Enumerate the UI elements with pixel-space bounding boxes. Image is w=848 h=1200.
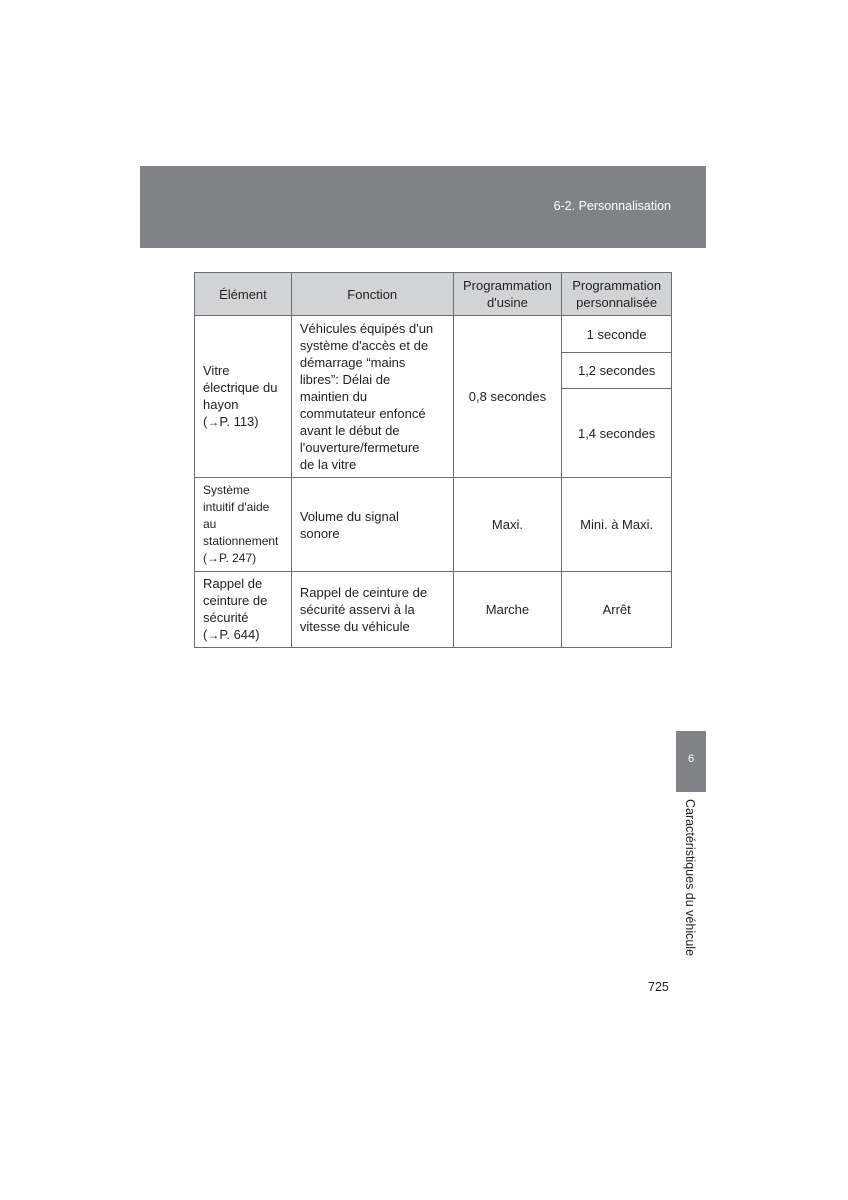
arrow-icon: →	[207, 551, 219, 565]
page-number: 725	[648, 980, 669, 994]
perso-cell: 1,4 secondes	[562, 389, 672, 478]
customization-table	[194, 272, 672, 648]
section-title: 6-2. Personnalisation	[553, 199, 671, 213]
table-row	[195, 478, 672, 572]
chapter-tab	[676, 731, 706, 792]
header-usine: Programmation d'usine	[453, 273, 562, 316]
fonction-cell: Rappel de ceinture de sécurité asservi à la vitesse du véhicule	[291, 572, 453, 648]
perso-cell: 1 seconde	[562, 316, 672, 353]
header-element: Élément	[195, 273, 292, 316]
element-cell: Vitre électrique du hayon (→P. 113)	[195, 316, 292, 478]
perso-cell: Arrêt	[562, 572, 672, 648]
header-fonction: Fonction	[291, 273, 453, 316]
usine-cell: 0,8 secondes	[453, 316, 562, 478]
element-cell: Système intuitif d'aide au stationnement (→P. 247)	[195, 478, 292, 572]
chapter-label: Caractéristiques du véhicule	[683, 799, 697, 957]
table-row	[195, 316, 672, 353]
arrow-icon: →	[207, 415, 220, 429]
fonction-cell: Volume du signal sonore	[291, 478, 453, 572]
arrow-icon: →	[207, 628, 220, 642]
fonction-cell: Véhicules équipés d'un système d'accès et de démarrage “mains libres”: Délai de maintien du commutateur enfoncé avant le début de l'ouverture/fermeture de la vitre	[291, 316, 453, 478]
element-cell: Rappel de ceinture de sécurité (→P. 644)	[195, 572, 292, 648]
section-header-band	[140, 166, 706, 248]
perso-cell: 1,2 secondes	[562, 353, 672, 389]
table-header-row	[195, 273, 672, 316]
header-personnalisee: Programmation personnalisée	[562, 273, 672, 316]
usine-cell: Maxi.	[453, 478, 562, 572]
usine-cell: Marche	[453, 572, 562, 648]
perso-cell: Mini. à Maxi.	[562, 478, 672, 572]
table-row	[195, 572, 672, 648]
chapter-number: 6	[687, 753, 695, 765]
